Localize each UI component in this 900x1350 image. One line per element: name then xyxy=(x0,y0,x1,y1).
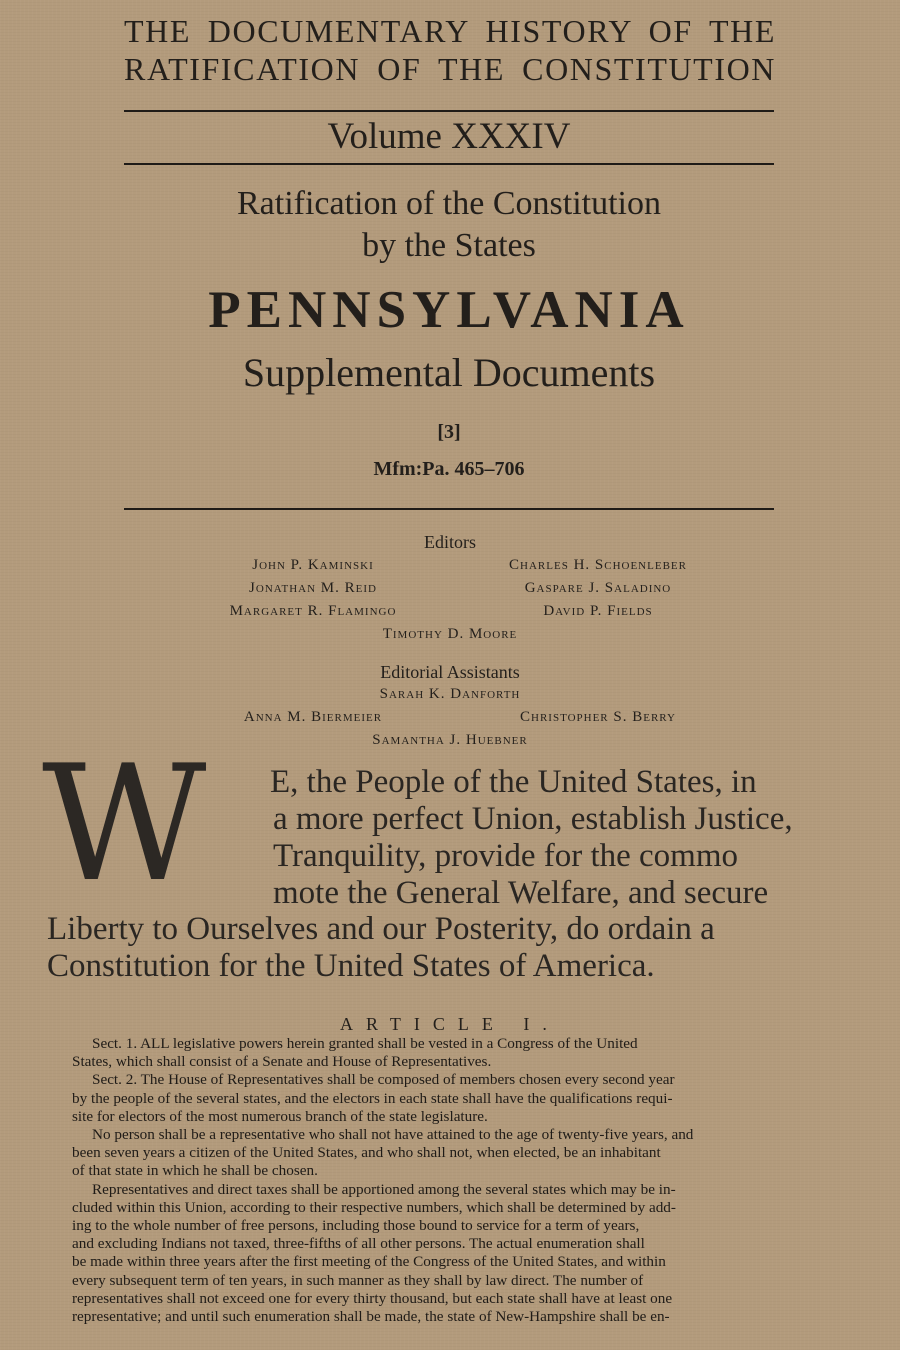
preamble-line: a more perfect Union, establish Justice, xyxy=(273,801,793,837)
article-line: be made within three years after the first meeting of the Congress of the United States, and within xyxy=(72,1253,666,1271)
series-title xyxy=(124,12,776,88)
article-line: Sect. 1. ALL legislative powers herein granted shall be vested in a Congress of the United xyxy=(92,1035,638,1052)
article-line: ing to the whole number of free persons, including those bound to service for a term of years, xyxy=(72,1217,640,1235)
article-line: States, which shall consist of a Senate and House of Representatives. xyxy=(72,1053,492,1071)
article-line: by the people of the several states, and the electors in each state shall have the qualifications requi- xyxy=(72,1089,673,1107)
editor-name: Jonathan M. Reid xyxy=(249,580,377,596)
series-title-line-2: RATIFICATION OF THE CONSTITUTION xyxy=(124,51,776,87)
article-line: representatives shall not exceed one for every thirty thousand, but each state shall have at least one xyxy=(72,1289,673,1307)
book-subtitle xyxy=(124,183,774,267)
editor-name: John P. Kaminski xyxy=(252,557,374,573)
article-line: site for electors of the most numerous branch of the state legislature. xyxy=(72,1107,488,1125)
state-title: PENNSYLVANIA xyxy=(208,281,690,339)
preamble-line: Tranquility, provide for the commo xyxy=(273,838,738,874)
article-line: Sect. 2. The House of Representatives shall be composed of members chosen every second year xyxy=(92,1071,675,1089)
article-line: No person shall be a representative who shall not have attained to the age of twenty-five years, and xyxy=(92,1126,694,1144)
article-text xyxy=(72,1035,824,1326)
preamble-line: E, the People of the United States, in xyxy=(270,764,757,800)
preamble-line: mote the General Welfare, and secure xyxy=(273,875,769,911)
editor-name: Margaret R. Flamingo xyxy=(229,603,397,619)
assistant-name: Sarah K. Danforth xyxy=(379,686,521,702)
article-line: cluded within this Union, according to their respective numbers, which shall be determined by add- xyxy=(72,1198,676,1216)
microfilm-range: Mfm:Pa. 465–706 xyxy=(373,458,525,480)
preamble-line: Constitution for the United States of America. xyxy=(47,948,655,984)
subtitle-line-2: by the States xyxy=(362,227,536,264)
article-line: been seven years a citizen of the United States, and who shall not, when elected, be an inhabitant xyxy=(72,1144,661,1162)
assistant-name: Anna M. Biermeier xyxy=(243,709,383,725)
article-heading: ARTICLE I. xyxy=(340,1014,560,1034)
editor-name: Timothy D. Moore xyxy=(382,626,518,642)
divider-volume xyxy=(124,163,774,165)
assistant-name: Christopher S. Berry xyxy=(520,709,676,725)
article-line: Representatives and direct taxes shall be apportioned among the several states which may be in- xyxy=(92,1180,676,1198)
editors-heading: Editors xyxy=(424,532,476,552)
editor-name: Gaspare J. Saladino xyxy=(524,580,672,596)
subtitle-line-1: Ratification of the Constitution xyxy=(236,185,661,222)
article-line: and excluding Indians not taxed, three-fifths of all other persons. The actual enumeration shall xyxy=(72,1235,645,1253)
divider-editors xyxy=(124,508,774,510)
assistant-name: Samantha J. Huebner xyxy=(372,732,528,748)
supplemental-title: Supplemental Documents xyxy=(242,350,656,395)
volume-number: Volume XXXIV xyxy=(327,116,571,157)
preamble-line: Liberty to Ourselves and our Posterity, do ordain a xyxy=(47,911,715,947)
assistants-heading: Editorial Assistants xyxy=(380,662,520,682)
preamble-dropcap: W xyxy=(42,730,207,917)
editor-name: David P. Fields xyxy=(543,603,653,619)
article-line: of that state in which he shall be chosen. xyxy=(72,1162,318,1180)
part-number: [3] xyxy=(437,421,461,443)
article-line: every subsequent term of ten years, in such manner as they shall by law direct. The number of xyxy=(72,1271,644,1289)
series-title-line-1: THE DOCUMENTARY HISTORY OF THE xyxy=(124,13,776,49)
divider-top xyxy=(124,110,774,112)
editor-name: Charles H. Schoenleber xyxy=(509,557,687,573)
article-line: representative; and until such enumeration shall be made, the state of New-Hampshire shall be en- xyxy=(72,1308,670,1326)
